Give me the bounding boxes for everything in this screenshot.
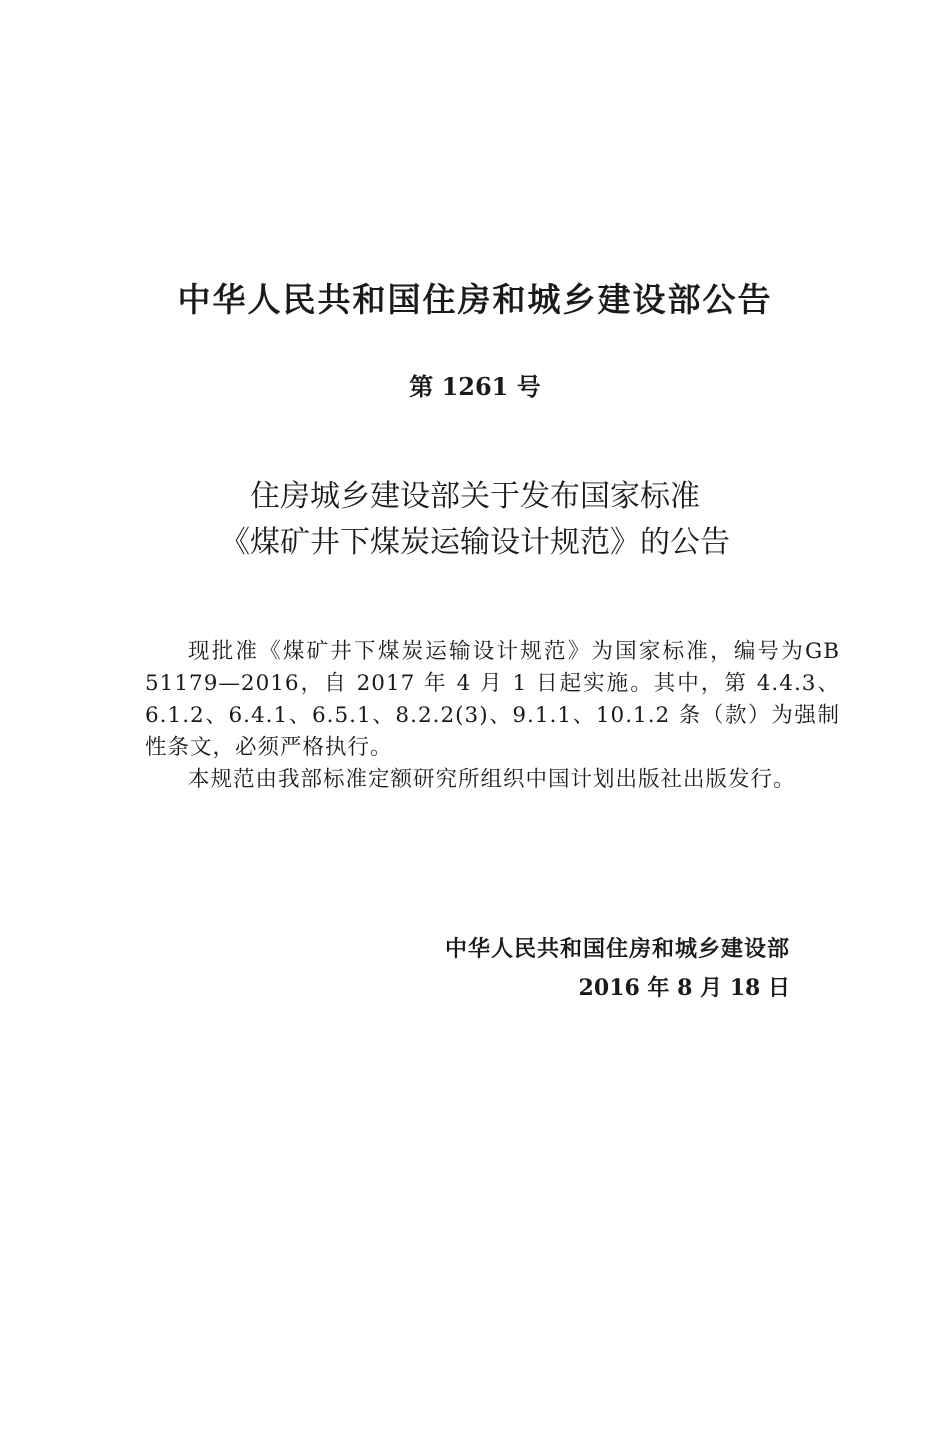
signature-organization: 中华人民共和国住房和城乡建设部 (444, 937, 790, 962)
title-line-1: 住房城乡建设部关于发布国家标准 (250, 479, 700, 514)
announcement-number: 第 1261 号 (409, 372, 541, 401)
body-paragraph-2: 本规范由我部标准定额研究所组织中国计划出版社出版发行。 (188, 767, 796, 792)
announcement-body (145, 636, 840, 796)
signature-date: 2016 年 8 月 18 日 (578, 975, 790, 1001)
announcement-title (0, 474, 950, 566)
body-paragraph-1: 现批准《煤矿井下煤炭运输设计规范》为国家标准，编号为GB 51179—2016，自 2017 年 4 月 1 日起实施。其中，第 4.4.3、6.1.2、6.4.1、6.5.1、8.2.2(3)、9.1.1、10.1.2 条（款）为强制性条文，必须严格执行。 (145, 639, 840, 760)
title-line-2: 《煤矿井下煤炭运输设计规范》的公告 (220, 525, 730, 560)
announcement-heading: 中华人民共和国住房和城乡建设部公告 (177, 280, 773, 319)
signature-block (360, 932, 790, 1006)
